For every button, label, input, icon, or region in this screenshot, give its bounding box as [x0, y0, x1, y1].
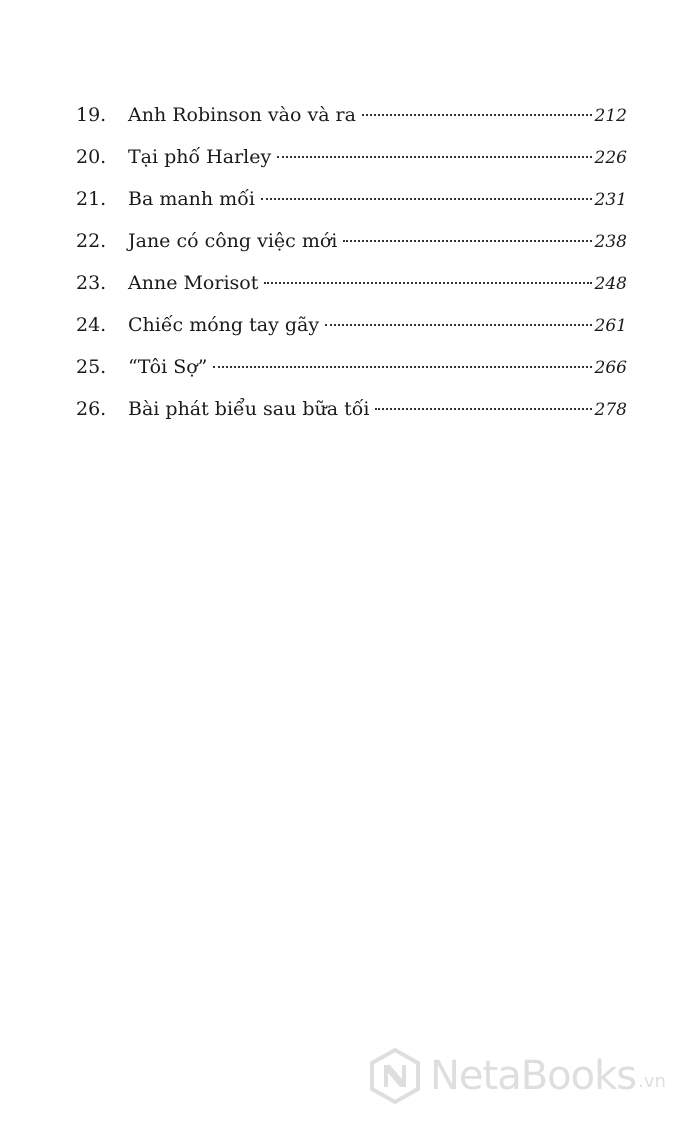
toc-entry-26[interactable]	[76, 388, 627, 430]
toc-dot-leader	[261, 198, 592, 200]
watermark-brand: NetaBooks	[430, 1053, 637, 1099]
table-of-contents	[76, 94, 627, 430]
toc-entry-19[interactable]	[76, 94, 627, 136]
toc-entry-24[interactable]	[76, 304, 627, 346]
toc-entry-21[interactable]	[76, 178, 627, 220]
toc-dot-leader	[375, 408, 591, 410]
toc-dot-leader	[325, 324, 591, 326]
toc-entry-title: Anh Robinson vào và ra	[128, 104, 356, 126]
netabooks-watermark	[366, 1046, 666, 1106]
toc-entry-number: 19.	[76, 104, 107, 126]
toc-dot-leader	[362, 114, 592, 116]
toc-entry-22[interactable]	[76, 220, 627, 262]
toc-entry-title: Bài phát biểu sau bữa tối	[128, 398, 370, 420]
toc-dot-leader	[277, 156, 591, 158]
toc-dot-leader	[264, 282, 591, 284]
toc-entry-number: 23.	[76, 272, 107, 294]
toc-entry-page: 212	[594, 106, 627, 126]
toc-entry-title: Tại phố Harley	[128, 146, 272, 168]
toc-entry-page: 278	[594, 400, 627, 420]
toc-entry-title: Anne Morisot	[128, 272, 259, 294]
toc-entry-25[interactable]	[76, 346, 627, 388]
toc-entry-title: Ba manh mối	[128, 188, 255, 210]
toc-dot-leader	[213, 366, 591, 368]
toc-entry-number: 21.	[76, 188, 107, 210]
watermark-suffix: .vn	[638, 1071, 666, 1092]
toc-entry-page: 266	[594, 358, 627, 378]
netabooks-logo-icon	[366, 1047, 424, 1105]
toc-entry-23[interactable]	[76, 262, 627, 304]
toc-entry-number: 24.	[76, 314, 107, 336]
toc-entry-page: 238	[594, 232, 627, 252]
toc-entry-20[interactable]	[76, 136, 627, 178]
toc-entry-title: Jane có công việc mới	[128, 230, 338, 252]
toc-entry-number: 26.	[76, 398, 107, 420]
toc-entry-page: 231	[594, 190, 627, 210]
toc-entry-title: Chiếc móng tay gãy	[128, 314, 320, 336]
toc-entry-page: 226	[594, 148, 627, 168]
toc-entry-number: 20.	[76, 146, 107, 168]
toc-entry-number: 25.	[76, 356, 107, 378]
toc-entry-page: 248	[594, 274, 627, 294]
toc-entry-page: 261	[594, 316, 627, 336]
toc-entry-number: 22.	[76, 230, 107, 252]
toc-dot-leader	[343, 240, 591, 242]
toc-entry-title: “Tôi Sợ”	[128, 356, 208, 378]
